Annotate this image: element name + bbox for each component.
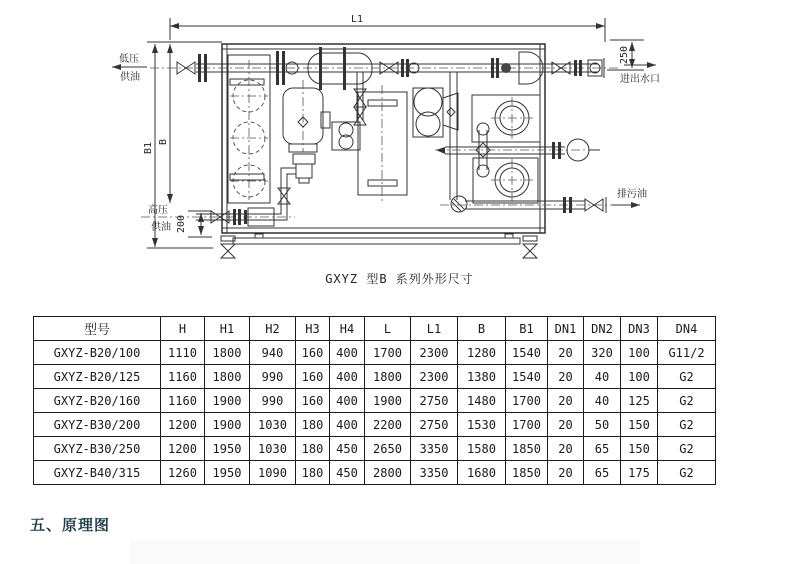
cell: 40	[584, 389, 621, 413]
cell: 20	[548, 437, 584, 461]
cell: 180	[296, 461, 330, 485]
cell: G11/2	[658, 341, 716, 365]
cell-model: GXYZ-B30/200	[34, 413, 161, 437]
cell: 175	[621, 461, 658, 485]
cell: G2	[658, 413, 716, 437]
col-header: H	[161, 317, 205, 341]
cell: 1580	[458, 437, 506, 461]
cell: 1540	[506, 341, 548, 365]
cell: 2300	[411, 365, 458, 389]
col-header: H3	[296, 317, 330, 341]
cell-model: GXYZ-B20/125	[34, 365, 161, 389]
cell-model: GXYZ-B20/160	[34, 389, 161, 413]
cell: 1380	[458, 365, 506, 389]
table-row	[34, 413, 716, 437]
col-header: DN4	[658, 317, 716, 341]
high-pressure-label2: 供油	[151, 222, 171, 233]
cell: 20	[548, 365, 584, 389]
filter-tank	[228, 55, 270, 203]
cell: 180	[296, 437, 330, 461]
cell: 65	[584, 437, 621, 461]
cell: 3350	[411, 437, 458, 461]
cell: 100	[621, 341, 658, 365]
cell: 400	[330, 389, 365, 413]
high-pressure-label: 高压	[148, 205, 168, 216]
cell: 1200	[161, 437, 205, 461]
separator-section	[472, 95, 540, 203]
cell: 450	[330, 461, 365, 485]
cell: 1850	[506, 437, 548, 461]
section-heading: 五、原理图	[30, 516, 111, 534]
cell: 1800	[205, 341, 250, 365]
table-row	[34, 389, 716, 413]
cell: 1700	[506, 413, 548, 437]
foot-icon	[523, 244, 537, 258]
cell: 20	[548, 389, 584, 413]
cell: 1850	[506, 461, 548, 485]
cell: 1700	[365, 341, 411, 365]
col-header: B1	[506, 317, 548, 341]
water-port-label: 进出水口	[620, 74, 660, 85]
cell: 1900	[365, 389, 411, 413]
base-skid	[221, 234, 537, 258]
cell: 1280	[458, 341, 506, 365]
col-header: H1	[205, 317, 250, 341]
next-figure-placeholder	[130, 540, 640, 564]
low-pressure-label2: 供油	[120, 72, 140, 83]
cell: 1200	[161, 413, 205, 437]
cell: 1530	[458, 413, 506, 437]
cell: 940	[250, 341, 296, 365]
cell: 1110	[161, 341, 205, 365]
dim-label-l1: L1	[350, 14, 364, 25]
dim-label-b: B	[158, 138, 169, 146]
col-header: L1	[411, 317, 458, 341]
table-row	[34, 461, 716, 485]
cell: 1900	[205, 413, 250, 437]
cell: G2	[658, 437, 716, 461]
drain-oil-label: 排污油	[617, 189, 647, 200]
cell: 1800	[205, 365, 250, 389]
cell: 400	[330, 413, 365, 437]
cell: 1480	[458, 389, 506, 413]
cell-model: GXYZ-B20/100	[34, 341, 161, 365]
col-header: DN3	[621, 317, 658, 341]
riser-pipe	[450, 72, 457, 200]
dim-label-250: 250	[619, 45, 630, 65]
cell: 1900	[205, 389, 250, 413]
table-row	[34, 437, 716, 461]
table-row	[34, 365, 716, 389]
cell: 990	[250, 365, 296, 389]
cell: 2750	[411, 389, 458, 413]
cell: 2750	[411, 413, 458, 437]
col-header: L	[365, 317, 411, 341]
cell: 40	[584, 365, 621, 389]
cell: 125	[621, 389, 658, 413]
outline-drawing	[0, 0, 799, 262]
cell: 1680	[458, 461, 506, 485]
cell: 1030	[250, 437, 296, 461]
high-pressure-pipe	[141, 168, 296, 226]
cell: 2650	[365, 437, 411, 461]
low-pressure-pipe	[150, 47, 618, 90]
cell: 160	[296, 389, 330, 413]
cell: 150	[621, 437, 658, 461]
cell: 180	[296, 413, 330, 437]
cell: 20	[548, 341, 584, 365]
cell: 2300	[411, 341, 458, 365]
cell: 20	[548, 461, 584, 485]
cell-model: GXYZ-B40/315	[34, 461, 161, 485]
dim-label-b1: B1	[143, 141, 154, 155]
dim-label-200: 200	[176, 214, 187, 234]
cell: 320	[584, 341, 621, 365]
cell: 1030	[250, 413, 296, 437]
port-labels	[112, 53, 660, 233]
valve-icon	[278, 188, 290, 204]
table-row	[34, 341, 716, 365]
cell: 1260	[161, 461, 205, 485]
foot-icon	[221, 244, 235, 258]
figure-caption: GXYZ 型B 系列外形尺寸	[325, 272, 474, 286]
cell-model: GXYZ-B30/250	[34, 437, 161, 461]
col-header: 型号	[34, 317, 161, 341]
cell: 400	[330, 341, 365, 365]
cell: 2800	[365, 461, 411, 485]
booster-pump	[413, 88, 458, 137]
col-header: H4	[330, 317, 365, 341]
cell: 1160	[161, 389, 205, 413]
cell: 450	[330, 437, 365, 461]
col-header: DN1	[548, 317, 584, 341]
cell: 1540	[506, 365, 548, 389]
cell: 1700	[506, 389, 548, 413]
cell: 1800	[365, 365, 411, 389]
low-pressure-label: 低压	[119, 54, 139, 65]
cell: 150	[621, 413, 658, 437]
cell: 1090	[250, 461, 296, 485]
col-header: H2	[250, 317, 296, 341]
cell: 160	[296, 341, 330, 365]
cell: 50	[584, 413, 621, 437]
cell: 1160	[161, 365, 205, 389]
cell: 100	[621, 365, 658, 389]
spec-table	[33, 316, 716, 485]
cell: 1950	[205, 437, 250, 461]
table-header-row	[34, 317, 716, 341]
middle-vessel	[358, 85, 407, 203]
cell: 3350	[411, 461, 458, 485]
cell: 2200	[365, 413, 411, 437]
cell: G2	[658, 461, 716, 485]
col-header: DN2	[584, 317, 621, 341]
col-header: B	[458, 317, 506, 341]
drain-pipe	[440, 196, 612, 213]
cell: 990	[250, 389, 296, 413]
cell: 160	[296, 365, 330, 389]
cell: 400	[330, 365, 365, 389]
cell: G2	[658, 389, 716, 413]
cell: 1950	[205, 461, 250, 485]
cell: 65	[584, 461, 621, 485]
cell: G2	[658, 365, 716, 389]
cell: 20	[548, 413, 584, 437]
